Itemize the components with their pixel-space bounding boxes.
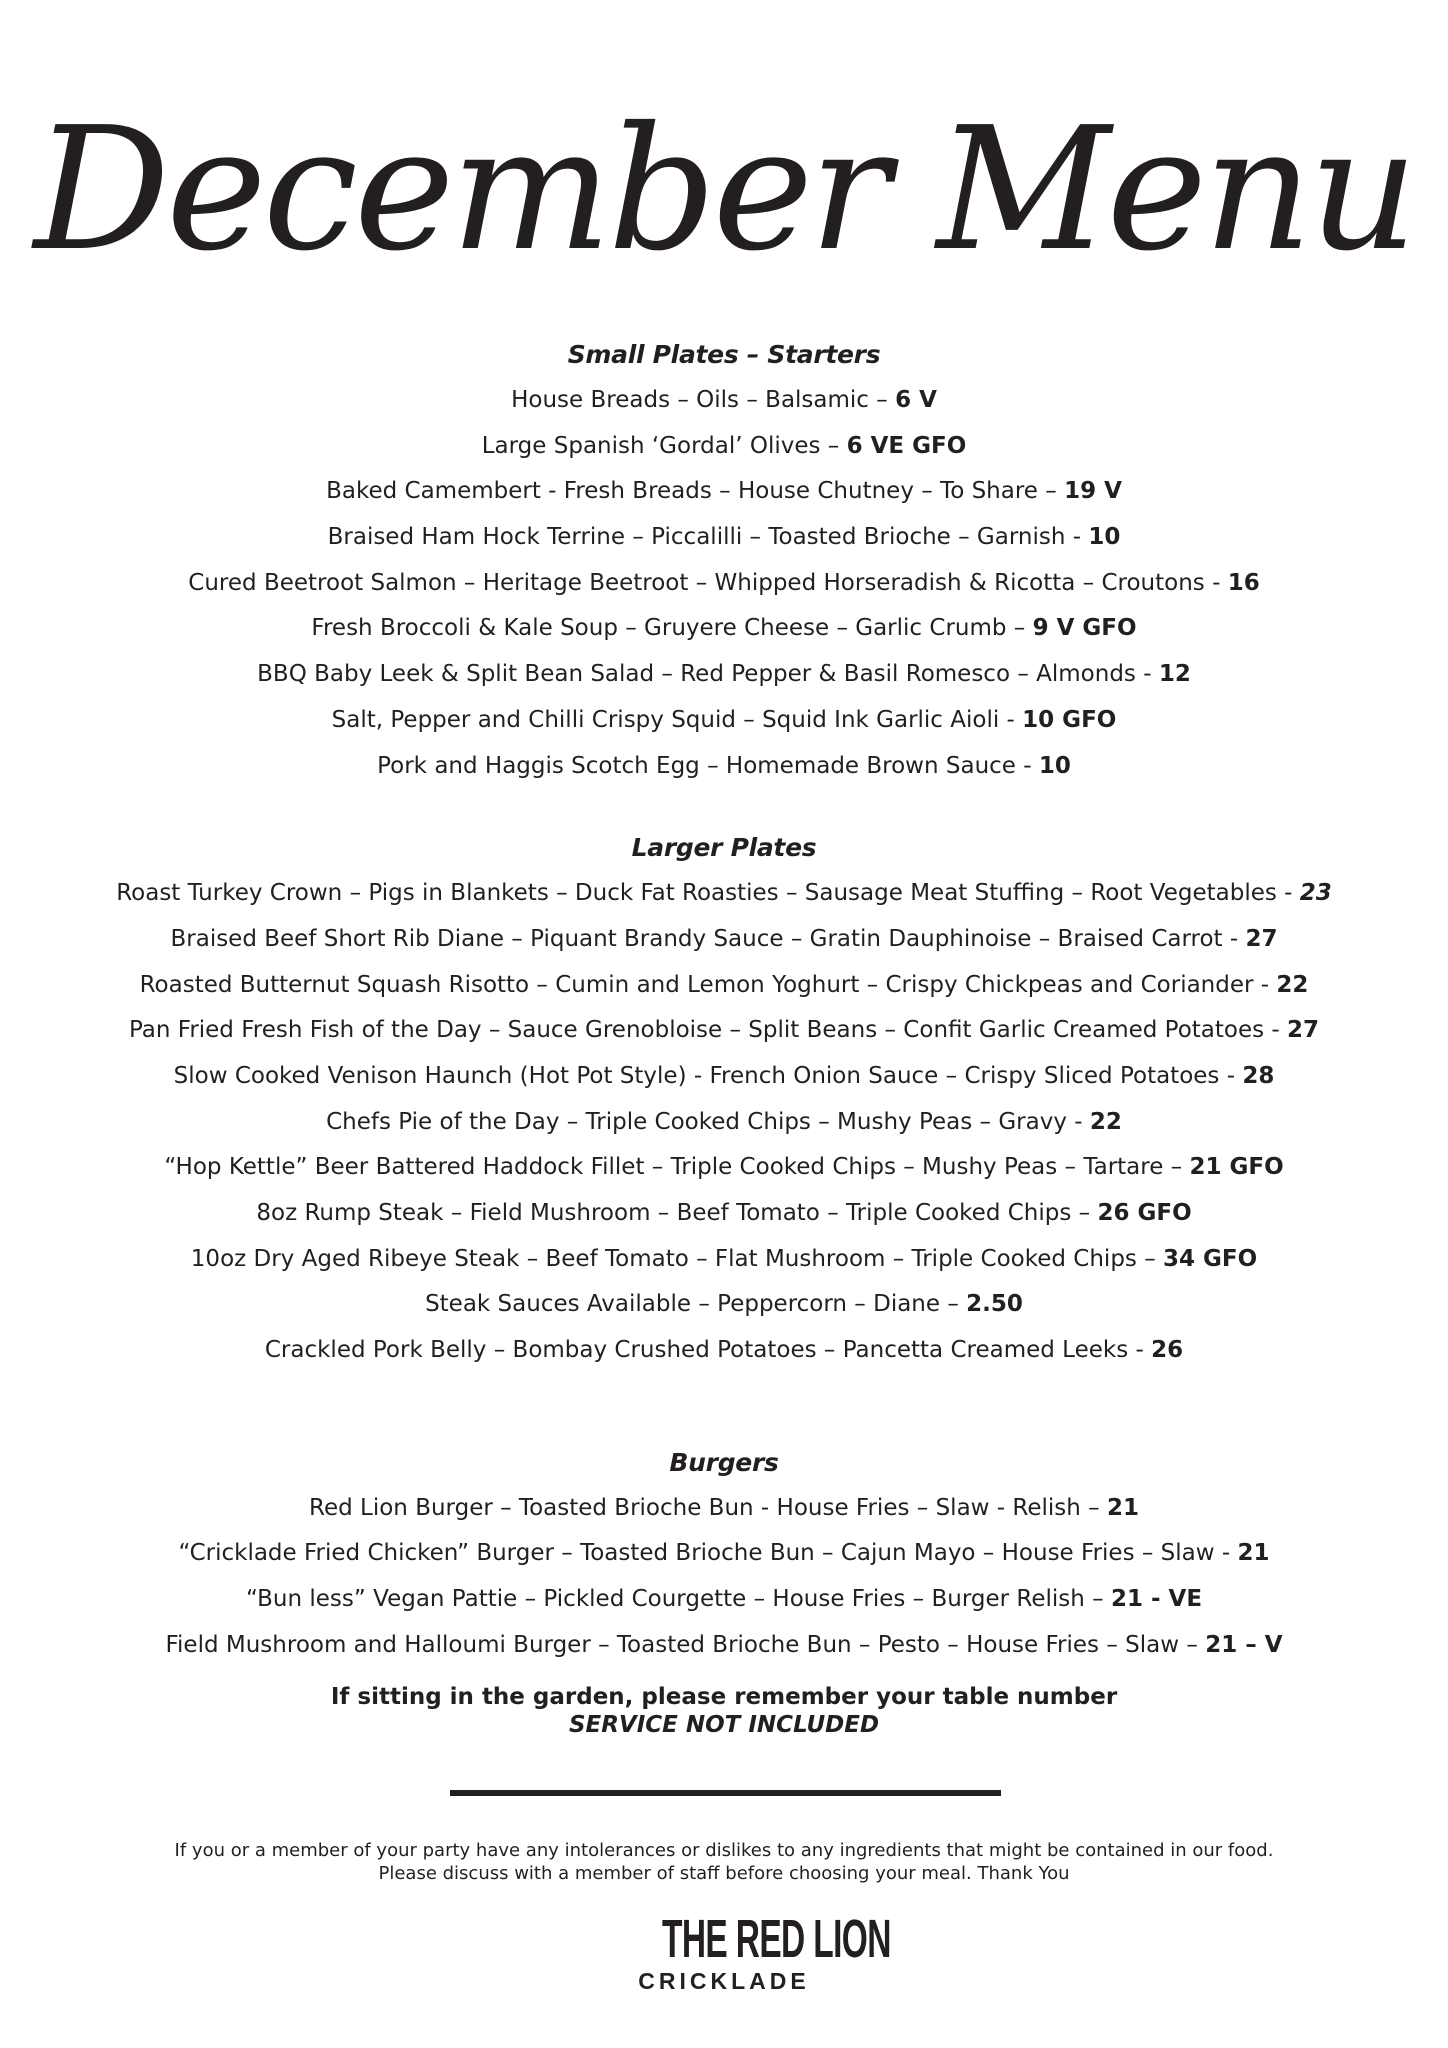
allergen-disclaimer	[0, 1839, 1448, 1885]
item-price: 21 GFO	[1189, 1154, 1284, 1181]
menu-item: 8oz Rump Steak – Field Mushroom – Beef Tomato – Triple Cooked Chips – 26 GFO	[256, 1200, 1192, 1226]
menu-item: Baked Camembert - Fresh Breads – House Chutney – To Share – 19 V	[326, 478, 1122, 505]
item-price: 16	[1227, 569, 1260, 596]
item-price: 28	[1242, 1062, 1275, 1089]
menu-item: Pan Fried Fresh Fish of the Day – Sauce Grenobloise – Split Beans – Confit Garlic Creamed Potatoes - 27	[128, 1017, 1320, 1044]
menu-item: Roasted Butternut Squash Risotto – Cumin and Lemon Yoghurt – Crispy Chickpeas and Coriander - 22	[139, 971, 1309, 998]
item-price: 21	[1106, 1494, 1139, 1521]
menu-item: Crackled Pork Belly – Bombay Crushed Potatoes – Pancetta Creamed Leeks - 26	[264, 1337, 1184, 1364]
menu-item: Braised Beef Short Rib Diane – Piquant Brandy Sauce – Gratin Dauphinoise – Braised Carrot - 27	[170, 925, 1278, 952]
divider-rule	[450, 1790, 1001, 1796]
section-heading-small-plates: Small Plates – Starters	[567, 340, 881, 369]
menu-item: Fresh Broccoli & Kale Soup – Gruyere Cheese – Garlic Crumb – 9 V GFO	[311, 615, 1137, 642]
item-price: 9 V GFO	[1032, 615, 1137, 642]
section-heading-larger-plates: Larger Plates	[631, 833, 817, 863]
service-charge-notice: SERVICE NOT INCLUDED	[568, 1711, 880, 1738]
menu-item: 10oz Dry Aged Ribeye Steak – Beef Tomato – Flat Mushroom – Triple Cooked Chips – 34 GFO	[190, 1245, 1258, 1272]
menu-item: Braised Ham Hock Terrine – Piccalilli – Toasted Brioche – Garnish - 10	[327, 524, 1121, 551]
menu-item: Field Mushroom and Halloumi Burger – Toasted Brioche Bun – Pesto – House Fries – Slaw – 21 – V	[165, 1631, 1283, 1658]
item-price: 22	[1089, 1108, 1122, 1135]
menu-item: Chefs Pie of the Day – Triple Cooked Chips – Mushy Peas – Gravy - 22	[326, 1108, 1122, 1135]
logo-location: CRICKLADE	[638, 1968, 810, 1994]
section-heading-burgers: Burgers	[669, 1447, 779, 1477]
menu-item: Steak Sauces Available – Peppercorn – Diane – 2.50	[425, 1291, 1023, 1318]
menu-title: December Menu	[33, 91, 1415, 289]
disclaimer-line: Please discuss with a member of staff before choosing your meal. Thank You	[378, 1863, 1070, 1884]
item-price: 21 – V	[1205, 1631, 1283, 1658]
menu-item: Slow Cooked Venison Haunch (Hot Pot Style) - French Onion Sauce – Crispy Sliced Potatoes - 28	[173, 1062, 1275, 1089]
item-price: 26 GFO	[1097, 1200, 1192, 1226]
menu-item: Red Lion Burger – Toasted Brioche Bun - House Fries – Slaw - Relish – 21	[309, 1494, 1139, 1521]
item-price: 23	[1299, 880, 1332, 907]
menu-item: “Cricklade Fried Chicken” Burger – Toasted Brioche Bun – Cajun Mayo – House Fries – Slaw - 21	[178, 1540, 1270, 1567]
item-price: 27	[1245, 925, 1278, 952]
menu-body	[0, 332, 1448, 1739]
item-price: 12	[1158, 661, 1191, 688]
item-price: 27	[1287, 1017, 1320, 1044]
menu-item: House Breads – Oils – Balsamic – 6 V	[511, 387, 937, 413]
logo-wordmark: THE RED LION	[662, 1909, 891, 1969]
menu-item: Cured Beetroot Salmon – Heritage Beetroot – Whipped Horseradish & Ricotta – Croutons - 16	[188, 569, 1260, 596]
menu-item: BBQ Baby Leek & Split Bean Salad – Red Pepper & Basil Romesco – Almonds - 12	[257, 661, 1191, 688]
disclaimer-line: If you or a member of your party have any intolerances or dislikes to any ingredients that might be contained in our food.	[174, 1840, 1274, 1861]
item-price: 21 - VE	[1110, 1586, 1203, 1613]
menu-item: Pork and Haggis Scotch Egg – Homemade Brown Sauce - 10	[377, 752, 1071, 779]
menu-item: Salt, Pepper and Chilli Crispy Squid – Squid Ink Garlic Aioli - 10 GFO	[331, 706, 1117, 733]
item-price: 6 V	[895, 387, 937, 413]
red-lion-logo	[624, 1909, 891, 1994]
menu-item: “Bun less” Vegan Pattie – Pickled Courgette – House Fries – Burger Relish – 21 - VE	[245, 1586, 1203, 1613]
menu-item: Large Spanish ‘Gordal’ Olives – 6 VE GFO	[481, 432, 967, 459]
menu-item: Roast Turkey Crown – Pigs in Blankets – Duck Fat Roasties – Sausage Meat Stuffing – Root Vegetables - 23	[116, 880, 1332, 907]
item-price: 10	[1038, 752, 1071, 779]
garden-table-notice: If sitting in the garden, please remember your table number	[330, 1683, 1118, 1710]
item-price: 6 VE GFO	[846, 432, 967, 459]
item-price: 34 GFO	[1163, 1245, 1258, 1272]
item-price: 22	[1276, 971, 1309, 998]
item-price: 26	[1151, 1337, 1184, 1364]
item-price: 2.50	[966, 1291, 1023, 1318]
item-price: 21	[1237, 1540, 1270, 1567]
item-price: 10	[1088, 524, 1121, 551]
item-price: 19 V	[1064, 478, 1122, 505]
menu-item: “Hop Kettle” Beer Battered Haddock Fillet – Triple Cooked Chips – Mushy Peas – Tartare – 21 GFO	[164, 1154, 1284, 1181]
item-price: 10 GFO	[1022, 706, 1117, 733]
